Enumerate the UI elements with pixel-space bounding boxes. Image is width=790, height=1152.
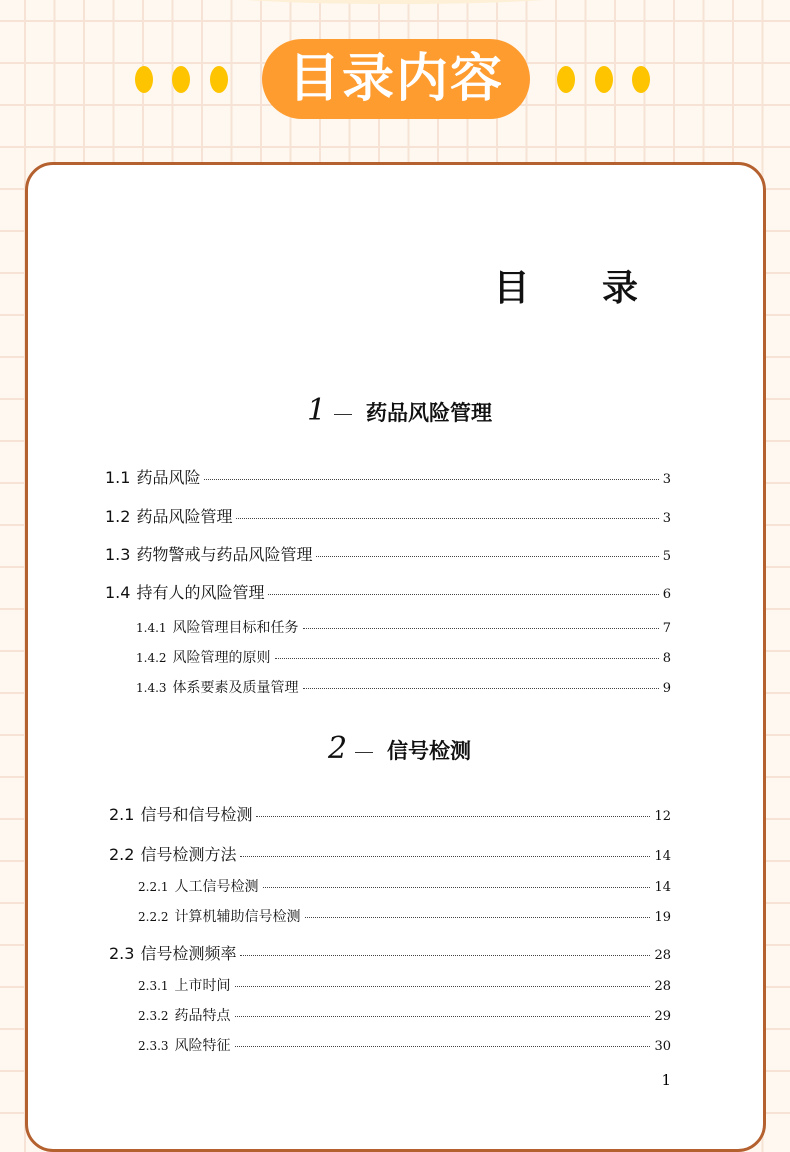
entry-title: 信号检测方法 — [140, 845, 237, 864]
entry-label — [109, 941, 236, 964]
entry-title: 风险管理目标和任务 — [172, 620, 299, 636]
entry-page: 30 — [654, 1039, 671, 1054]
entry-number: 1.2 — [105, 507, 131, 526]
entry-title: 风险特征 — [174, 1038, 231, 1054]
entry-label — [105, 580, 264, 603]
dot-leader — [256, 816, 650, 817]
entry-number: 1.4.1 — [136, 621, 167, 635]
entry-number: 2.2.1 — [138, 880, 169, 894]
entry-label — [109, 802, 252, 825]
dot-decoration — [632, 66, 650, 93]
toc-entry[interactable] — [138, 1035, 671, 1055]
dot-leader — [275, 658, 659, 659]
dot-leader — [268, 594, 658, 595]
toc-entry[interactable] — [138, 906, 671, 926]
dot-leader — [303, 688, 659, 689]
entry-page: 12 — [654, 809, 671, 824]
entry-title: 药品特点 — [174, 1008, 231, 1024]
dot-leader — [316, 556, 658, 557]
dash-decoration — [334, 414, 352, 415]
entry-page: 5 — [662, 549, 671, 564]
dot-leader — [240, 856, 650, 857]
toc-entry[interactable] — [138, 975, 671, 995]
top-glow — [195, 0, 595, 4]
entry-title: 信号和信号检测 — [140, 805, 253, 824]
dot-leader — [235, 1046, 651, 1047]
entry-label — [138, 1005, 231, 1025]
entry-title: 计算机辅助信号检测 — [174, 909, 301, 925]
entry-number: 2.3 — [109, 944, 135, 963]
entry-label — [136, 617, 299, 637]
entry-number: 2.3.1 — [138, 979, 169, 993]
entry-label — [105, 542, 312, 565]
entry-number: 2.3.2 — [138, 1009, 169, 1023]
banner-title: 目录内容 — [262, 39, 530, 119]
entry-page: 3 — [662, 472, 671, 487]
entry-page: 9 — [662, 681, 671, 696]
entry-page: 14 — [654, 880, 671, 895]
entry-title: 风险管理的原则 — [172, 650, 271, 666]
entry-label — [109, 842, 236, 865]
entry-label — [136, 677, 299, 697]
entry-label — [105, 465, 200, 488]
entry-number: 2.3.3 — [138, 1039, 169, 1053]
entry-page: 7 — [662, 621, 671, 636]
dot-leader — [303, 628, 659, 629]
entry-title: 人工信号检测 — [174, 879, 259, 895]
entry-page: 29 — [654, 1009, 671, 1024]
dot-leader — [204, 479, 658, 480]
entry-number: 1.1 — [105, 468, 131, 487]
toc-entry[interactable] — [109, 802, 671, 825]
dot-leader — [236, 518, 658, 519]
dot-decoration — [135, 66, 153, 93]
entry-title: 药物警戒与药品风险管理 — [136, 545, 313, 564]
toc-entry[interactable] — [136, 647, 671, 667]
dot-leader — [263, 887, 651, 888]
entry-title: 药品风险管理 — [136, 507, 233, 526]
dot-decoration — [557, 66, 575, 93]
entry-page: 28 — [654, 979, 671, 994]
page-title: 目 录 — [493, 267, 668, 309]
entry-label — [138, 906, 301, 926]
toc-entry[interactable] — [109, 842, 671, 865]
toc-entry[interactable] — [105, 580, 671, 603]
entry-number: 1.4.3 — [136, 681, 167, 695]
toc-entry[interactable] — [105, 542, 671, 565]
chapter-heading — [28, 731, 763, 766]
chapter-title: 信号检测 — [387, 739, 472, 763]
entry-number: 2.2.2 — [138, 910, 169, 924]
entry-title: 药品风险 — [136, 468, 201, 487]
dash-decoration — [355, 752, 373, 753]
entry-title: 信号检测频率 — [140, 944, 237, 963]
dot-decoration — [210, 66, 228, 93]
entry-page: 14 — [654, 849, 671, 864]
toc-entry[interactable] — [136, 677, 671, 697]
dot-decoration — [595, 66, 613, 93]
entry-label — [138, 876, 259, 896]
entry-page: 28 — [654, 948, 671, 963]
entry-label — [138, 1035, 231, 1055]
entry-label — [105, 504, 232, 527]
entry-label — [138, 975, 231, 995]
entry-number: 1.3 — [105, 545, 131, 564]
entry-page: 3 — [662, 511, 671, 526]
entry-number: 1.4 — [105, 583, 131, 602]
toc-entry[interactable] — [138, 876, 671, 896]
chapter-number: 1 — [306, 393, 327, 428]
dot-leader — [235, 986, 651, 987]
entry-page: 8 — [662, 651, 671, 666]
entry-title: 持有人的风险管理 — [136, 583, 265, 602]
entry-number: 2.1 — [109, 805, 135, 824]
toc-entry[interactable] — [109, 941, 671, 964]
toc-page — [25, 162, 766, 1152]
page-number: 1 — [661, 1071, 671, 1089]
dot-leader — [305, 917, 651, 918]
toc-entry[interactable] — [136, 617, 671, 637]
entry-title: 体系要素及质量管理 — [172, 680, 299, 696]
chapter-number: 2 — [327, 731, 348, 766]
entry-label — [136, 647, 271, 667]
toc-entry[interactable] — [138, 1005, 671, 1025]
entry-page: 6 — [662, 587, 671, 602]
dot-leader — [240, 955, 650, 956]
entry-title: 上市时间 — [174, 978, 231, 994]
toc-entry[interactable] — [105, 465, 671, 488]
chapter-title: 药品风险管理 — [366, 401, 493, 425]
chapter-heading — [28, 393, 763, 428]
dot-leader — [235, 1016, 651, 1017]
entry-number: 2.2 — [109, 845, 135, 864]
dot-decoration — [172, 66, 190, 93]
entry-page: 19 — [654, 910, 671, 925]
entry-number: 1.4.2 — [136, 651, 167, 665]
toc-entry[interactable] — [105, 504, 671, 527]
